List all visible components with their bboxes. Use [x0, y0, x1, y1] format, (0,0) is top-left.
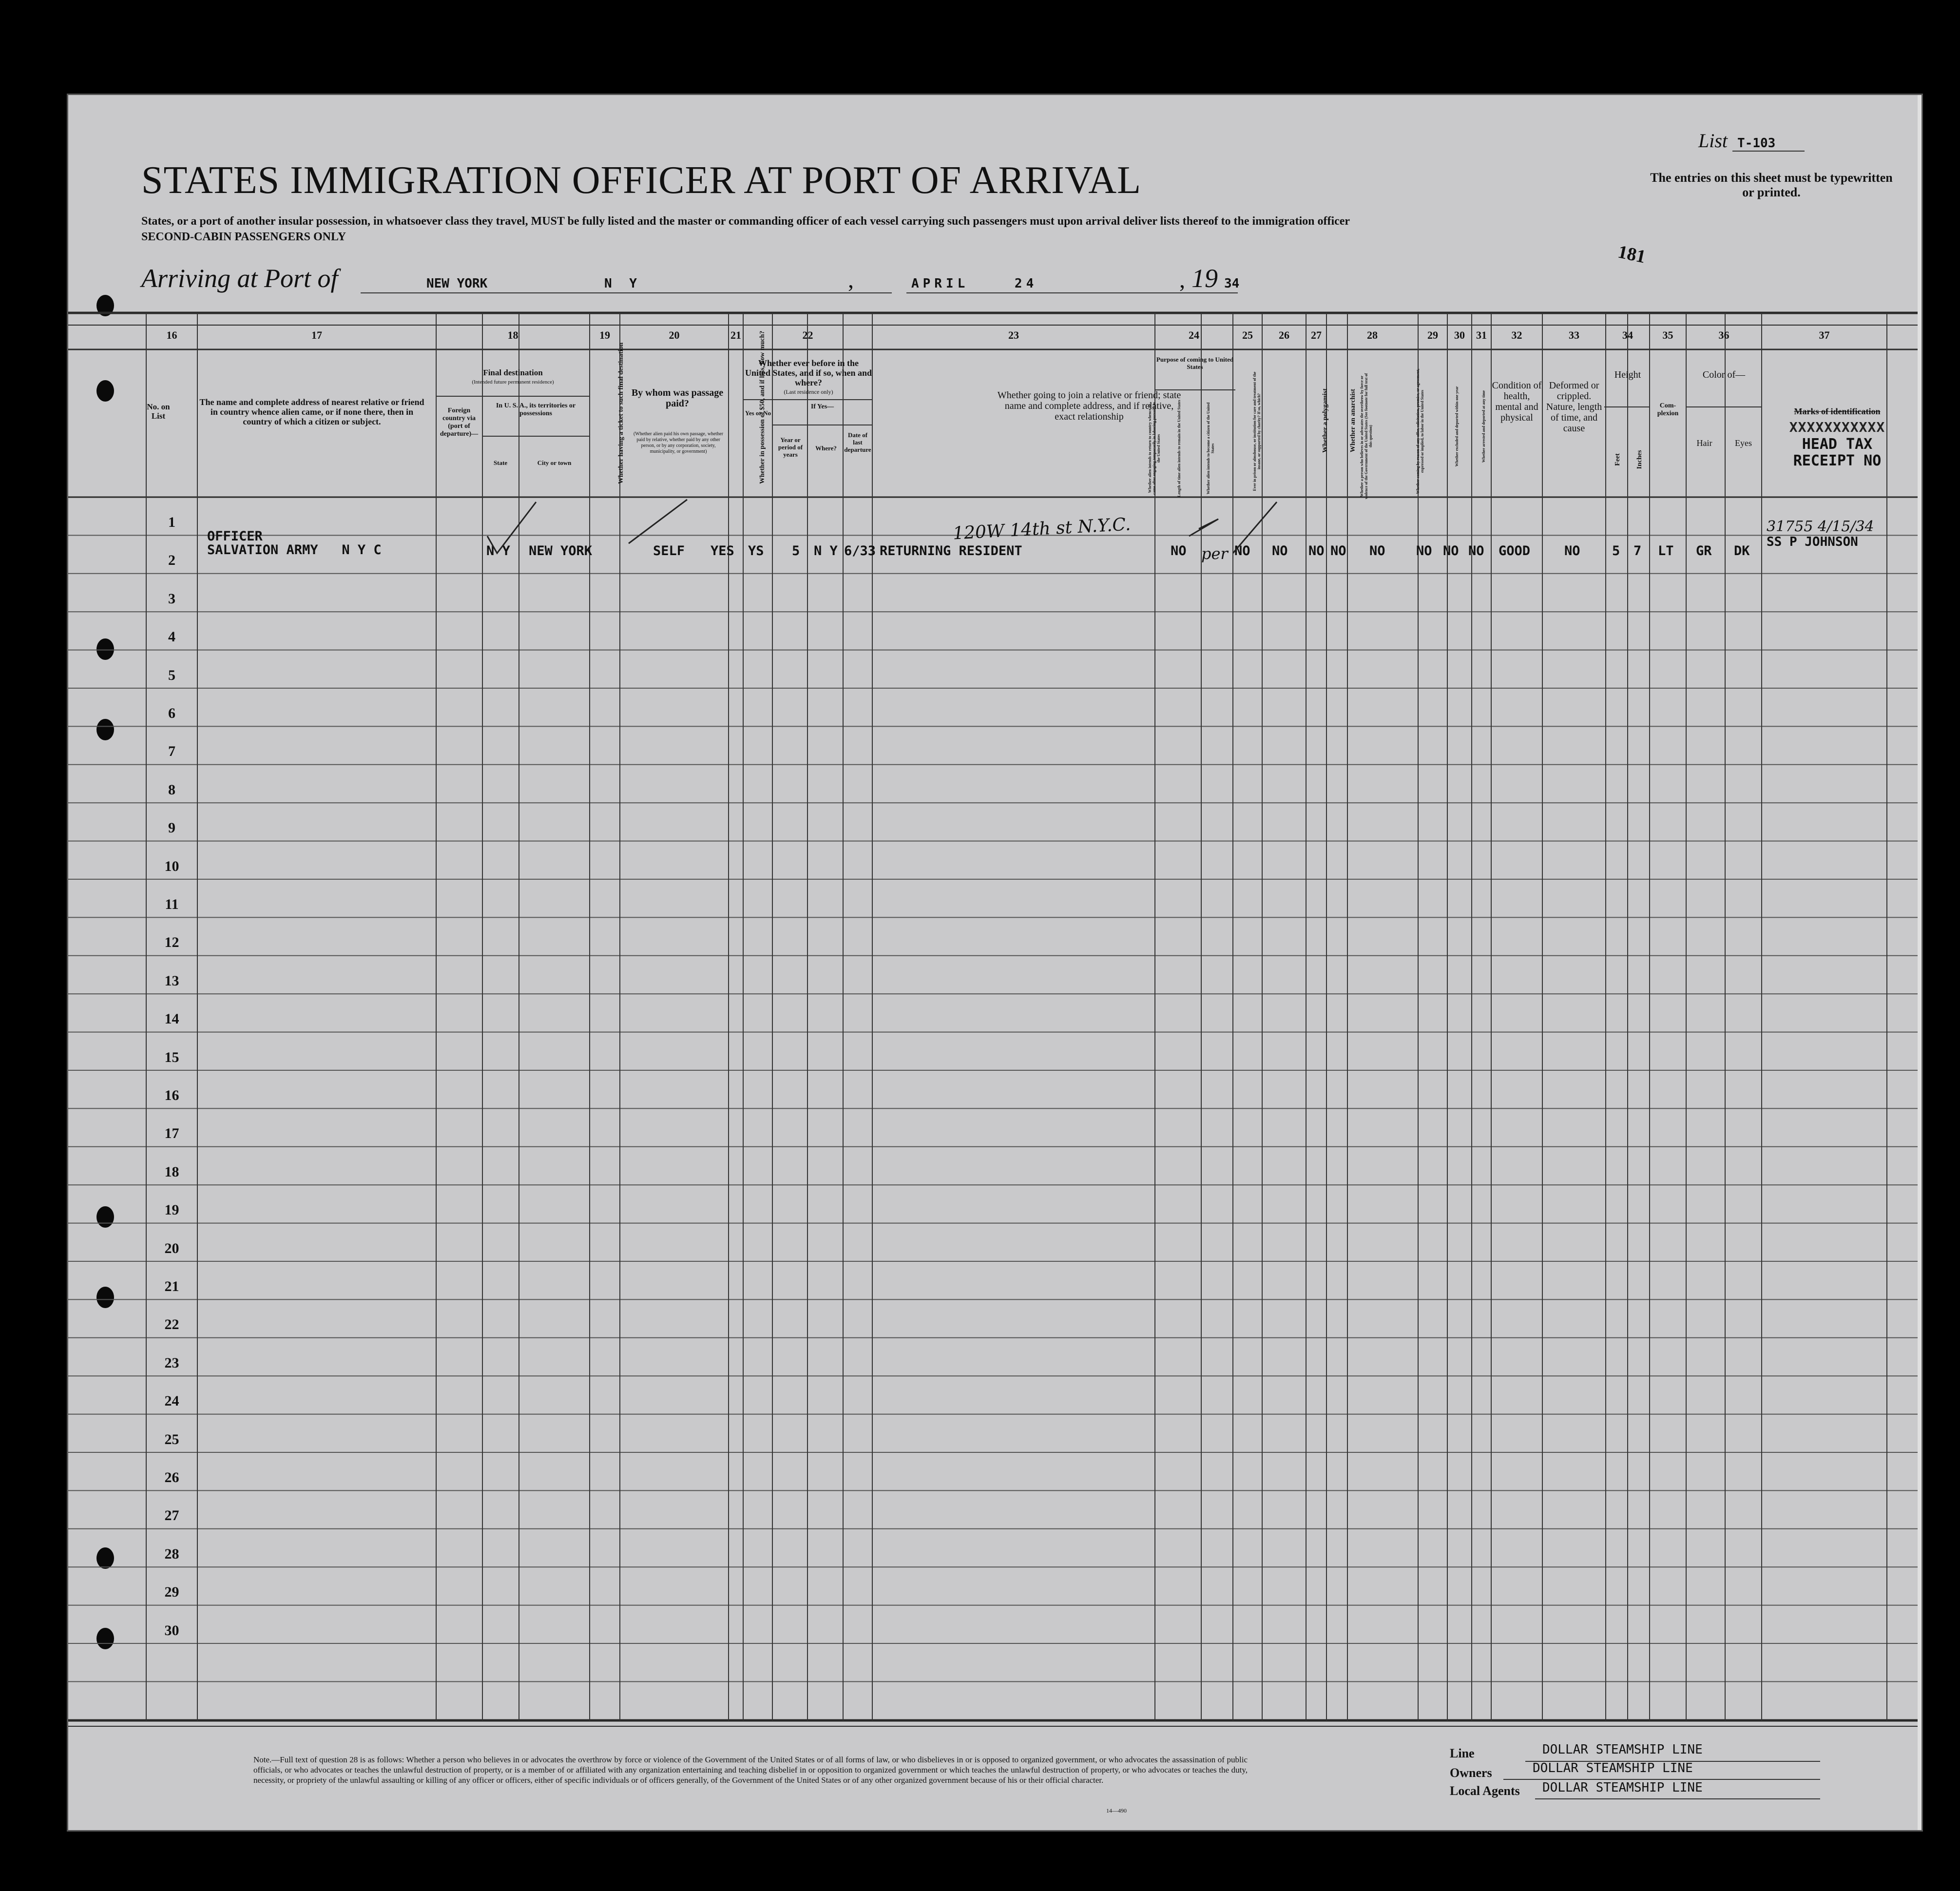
column-number: 28 [1367, 329, 1378, 341]
row-number: 8 [168, 781, 175, 798]
entry-purpose-length: per [1201, 544, 1228, 563]
header-purpose: Purpose of coming to United States [1156, 356, 1234, 370]
instruction-text: The entries on this sheet must be typewritten or printed. [1650, 171, 1893, 199]
footer-owners-label: Owners [1450, 1766, 1492, 1780]
entry-relative-line1: OFFICER [207, 529, 263, 544]
header-foreign-country: Foreign country via (port of departure)— [440, 407, 479, 438]
entry-city: NEW YORK [529, 543, 593, 559]
row-number: 13 [164, 972, 179, 989]
row-number: 1 [168, 514, 175, 530]
row-number: 28 [164, 1545, 179, 1562]
row-number: 23 [164, 1354, 179, 1371]
footer-agents-value: DOLLAR STEAMSHIP LINE [1542, 1780, 1703, 1795]
entry-money: YES [711, 543, 734, 559]
row-number: 26 [164, 1469, 179, 1486]
header-polygamist: Whether a polygamist [1322, 388, 1329, 453]
entry-polygamist: NO [1308, 543, 1325, 559]
header-yes-no: Yes or No [745, 409, 771, 417]
form-number: 14—490 [1106, 1807, 1127, 1814]
row-number: 6 [168, 705, 175, 721]
entry-join: RETURNING RESIDENT [880, 543, 1022, 559]
footnote: Note.—Full text of question 28 is as follows: Whether a person who believes in or advocates the overthrow by force or violence of the Government of the United States or of all forms of law, or who disbelieves in or is opposed to organized government, or who advocates the assassination of public officials, or who advocates or teaches the unlawful destruction of property, or is a member of or affiliated with any organization entertaining and teaching disbelief in or opposition to organized government or which teaches the unlawful destruction of property, or who advocates or teaches the duty, necessity, or propriety of the unlawful assaulting or killing of any officer or officers, either of specific individuals or of officers generally, of the Government of the United States or of any other organized government because of his or their official character. [253, 1755, 1248, 1785]
page-title: STATES IMMIGRATION OFFICER AT PORT OF ARRIVAL [141, 159, 1141, 202]
header-passage: By whom was passage paid? [631, 387, 724, 409]
footer-line-label: Line [1450, 1746, 1475, 1760]
row-number: 2 [168, 552, 175, 569]
entry-purpose-citizen: NO [1234, 543, 1250, 559]
row-number: 17 [164, 1125, 179, 1142]
year-suffix: 34 [1224, 276, 1240, 291]
header-q31: Whether arrested and deported at any time [1481, 390, 1486, 463]
entry-been-before: YS [748, 543, 764, 559]
row-number: 22 [164, 1316, 179, 1333]
header-complexion: Com- plexion [1657, 402, 1679, 417]
header-feet: Feet [1614, 453, 1621, 466]
header-q28: Whether a person who believes in or advocates the overthrow by force or violence of the Government of the United States (See footnote for full text of this question) [1360, 373, 1373, 500]
entry-relative-line2: SALVATION ARMY N Y C [207, 542, 382, 558]
entry-eyes: DK [1734, 543, 1750, 559]
footer-agents-label: Local Agents [1450, 1784, 1520, 1798]
column-number: 31 [1476, 329, 1487, 341]
entry-q28: NO [1369, 543, 1385, 559]
header-head-tax: HEAD TAX RECEIPT NO [1793, 436, 1882, 469]
header-color-of: Color of— [1702, 369, 1746, 380]
entry-years: 5 [792, 543, 800, 559]
column-number: 18 [507, 329, 519, 341]
header-purpose-length: Length of time alien intends to remain in the United States [1177, 400, 1181, 497]
header-marks-struck: Marks of identification [1794, 406, 1881, 416]
column-number: 36 [1718, 329, 1729, 341]
column-number: 22 [802, 329, 813, 341]
list-number: T-103 [1732, 136, 1805, 152]
column-number: 27 [1311, 329, 1322, 341]
header-q30: Whether excluded and deported within one year [1455, 386, 1459, 467]
column-number: 19 [599, 329, 610, 341]
header-purpose-return: Whether alien intends to return to country whence he came after engaging temporarily in laboring pursuits in the United States [1148, 402, 1161, 495]
list-label: List [1698, 130, 1728, 152]
header-hair: Hair [1696, 438, 1712, 448]
entry-receipt-line2: SS P JOHNSON [1767, 535, 1858, 549]
entry-q31: NO [1468, 543, 1484, 559]
entry-where: N Y [814, 543, 838, 559]
header-state: State [493, 459, 508, 466]
entry-hair: GR [1696, 543, 1712, 559]
row-number: 18 [164, 1163, 179, 1180]
header-ticket: Whether having a ticket to such final destination [617, 342, 625, 484]
sheet-mark: 181 [1616, 241, 1648, 268]
row-number: 9 [168, 820, 175, 836]
header-if-yes: If Yes— [810, 403, 834, 410]
column-number: 30 [1454, 329, 1465, 341]
row-number: 25 [164, 1431, 179, 1447]
entry-date-departure: 6/33 [844, 543, 876, 559]
header-relative: The name and complete address of nearest relative or friend in country whence alien came, or if none there, then in country of which a citizen or subject. [199, 397, 424, 426]
header-inches: Inches [1636, 450, 1643, 469]
entry-purpose-return: NO [1171, 543, 1187, 559]
row-number: 3 [168, 590, 175, 607]
header-condition: Condition of health, mental and physical [1492, 380, 1542, 423]
header-prison: Ever in prison or almshouse, or institution for care and treatment of the insane, or supported by charity? If so, which? [1252, 371, 1261, 491]
entry-state: N Y [486, 543, 510, 559]
row-number: 11 [165, 896, 179, 912]
entry-deformed: NO [1564, 543, 1580, 559]
header-city: City or town [537, 459, 572, 466]
entry-receipt-line1: 31755 4/15/34 [1767, 518, 1874, 535]
column-number: 16 [166, 329, 177, 341]
header-deformed: Deformed or crippled. Nature, length of time, and cause [1546, 380, 1602, 434]
column-number: 34 [1622, 329, 1633, 341]
header-ever-before: Whether ever before in the United States, and if so, when and where? [745, 358, 872, 387]
column-number: 17 [311, 329, 322, 341]
row-number: 16 [164, 1087, 179, 1103]
entry-passage: SELF [653, 543, 685, 559]
port-state-value: N Y [604, 276, 642, 291]
entry-q29: NO [1416, 543, 1432, 559]
column-number: 37 [1819, 329, 1830, 341]
row-number: 27 [164, 1507, 179, 1524]
header-anarchist: Whether an anarchist [1349, 388, 1357, 453]
header-no-on-list: No. on List [147, 402, 170, 421]
header-join-relative: Whether going to join a relative or friend; state name and complete address, and if relative, exact relationship [997, 390, 1181, 422]
header-date-departure: Date of last departure [844, 431, 871, 453]
header-in-usa: In U. S. A., its territories or possessions [496, 402, 576, 417]
header-passage-note: (Whether alien paid his own passage, whether paid by relative, whether paid by any other person, or by any corporation, society, municipality, or government) [633, 431, 724, 454]
entry-feet: 5 [1612, 543, 1620, 559]
entry-prison: NO [1272, 543, 1288, 559]
header-year-period: Year or period of years [778, 436, 803, 458]
header-final-destination-note: (Intended future permanent residence) [472, 379, 554, 385]
header-height: Height [1614, 369, 1641, 380]
port-value: NEW YORK [426, 276, 488, 291]
subtitle: States, or a port of another insular possession, in whatsoever class they travel, MUST be fully listed and the master or commanding officer of each vessel carrying such passengers must upon arrival deliver lists thereof to the immigration officer [141, 215, 1350, 228]
entry-anarchist: NO [1330, 543, 1346, 559]
column-number: 25 [1242, 329, 1253, 341]
footer-owners-value: DOLLAR STEAMSHIP LINE [1533, 1761, 1693, 1775]
column-number: 32 [1511, 329, 1522, 341]
column-number: 33 [1569, 329, 1579, 341]
row-number: 24 [164, 1393, 179, 1409]
row-number: 7 [168, 743, 175, 760]
row-number: 15 [164, 1049, 179, 1065]
row-number: 5 [168, 667, 175, 683]
arriving-label: Arriving at Port of [141, 264, 338, 293]
row-number: 29 [164, 1584, 179, 1601]
header-where: Where? [815, 444, 837, 452]
header-final-destination: Final destination [483, 368, 543, 377]
column-number: 26 [1279, 329, 1289, 341]
row-number: 10 [164, 858, 179, 874]
year-prefix: 19 [1191, 264, 1218, 293]
row-number: 30 [164, 1622, 179, 1639]
column-number: 24 [1189, 329, 1199, 341]
column-number: 35 [1662, 329, 1673, 341]
row-number: 4 [168, 629, 175, 645]
header-money: Whether in possession of $50, and if less, how much? [759, 330, 766, 484]
header-purpose-citizen: Whether alien intends to become a citizen of the United States [1206, 402, 1215, 495]
row-number: 20 [164, 1240, 179, 1256]
entry-health: GOOD [1499, 543, 1531, 559]
entry-complexion: LT [1658, 543, 1674, 559]
header-q29: Whether coming by reason of any offer, solicitation, promise, or agreement, expressed or implied, to labor in the United States [1416, 368, 1424, 494]
header-last-residence: (Last residence only) [784, 388, 833, 395]
row-number: 19 [164, 1202, 179, 1218]
row-number: 14 [164, 1011, 179, 1027]
column-number: 21 [730, 329, 741, 341]
column-number: 23 [1008, 329, 1019, 341]
column-number: 29 [1427, 329, 1438, 341]
manifest-sheet: List T-103 The entries on this sheet must be typewritten or printed. STATES IMMIGRATION OFFICER AT PORT OF ARRIVAL States, or a port of another insular possession, in whatsoever class they travel, MUST be fully listed and the master or commanding officer of each vessel carrying such passengers must upon arrival deliver lists thereof to the immigration officer SECOND-CABIN PASSENGERS ONLY 181 Arriving at Port of NEW YORK N Y , APRIL 24 , 19 34 16 17 18 19 20 21 22 23 24 25 26 27 28 29 30 31 32 33 34 35 36 37 No. on List The name and complete address of nearest relative or friend in country whence alien came, or if none there, then in country of which a citizen or subject. Final destination (Intended future permanent residence) Foreign country via (port of departure)— In U. S. A., its territories or possessions State City or town Whether having a ticket to such final destination By whom was passage paid? (Whether alien paid his own passage, whether paid by relative, whether paid by any other person, or by any corporation, society, municipality, or government) Whether in possession of $50, and if less, how much? Whether ever before in the United States, and if so, when and where? (Last residence only) Yes or No If Yes— Year or period of years Where? Date of last departure Whether going to join a relative or friend; state name and complete address, and if relative, exact relationship Purpose of coming to United States Whether alien intends to return to country whence he came after engaging temporarily in laboring pursuits in the United States Length of time alien intends to remain in the United States Whether alien intends to become a citizen of the United States Ever in prison or almshouse, or institution for care and treatment of the insane, or supported by charity? If so, which? Whether a polygamist Whether an anarchist Whether a person who believes in or advocates the overthrow by force or violence of the Government of the United States (See footnote for full text of this question) Whether coming by reason of any offer, solicitation, promise, or agreement, expressed or implied, to labor in the United States Whether excluded and deported within one year Whether arrested and deported at any time Condition of health, mental and physical Deformed or crippled. Nature, length of time, and cause Height Feet Inches Com- plexion Color of— Hair Eyes Marks of identification XXXXXXXXXXX HEAD TAX RECEIPT NO 1 2 3 4 5 6 7 8 9 10 11 12 13 14 15 16 17 18 19 20 21 22 23 24 25 26 27 28 29 30 OFFICER SALVATION ARMY N Y C N Y NEW YORK SELF YES YS 5 N Y 6/33 120W 14th st N.Y.C. RETURNING RESIDENT NO per NO NO NO NO NO NO NO NO GOOD NO 5 7 LT GR DK 31755 4/15/34 SS P JOHNSON Note.—Full text of question 28 is as follows: Whether a person who believes in or advocates the overthrow by force or violence of the Government of the United States or of all forms of law, or who disbelieves in or is opposed to organized government, or who advocates the assassination of public officials, or who advocates or teaches the unlawful destruction of property, or is a member of or affiliated with any organization entertaining and teaching disbelief in or opposition to organized government or which teaches the unlawful destruction of property, or who advocates or teaches the duty, necessity, or propriety of the unlawful assaulting or killing of any officer or officers, either of specific individuals or of officers generally, of the Government of the United States or of any other organized government because of his or their official character. 14—490 Line DOLLAR STEAMSHIP LINE Owners DOLLAR STEAMSHIP LINE Local Agents DOLLAR STEAMSHIP LINE [68, 95, 1922, 1830]
check-marks [68, 95, 1918, 1830]
entry-q30: NO [1443, 543, 1459, 559]
row-number: 21 [164, 1278, 179, 1294]
footer-line-value: DOLLAR STEAMSHIP LINE [1542, 1742, 1703, 1757]
entry-join-handwritten: 120W 14th st N.Y.C. [952, 514, 1132, 544]
date-value: APRIL 24 [911, 276, 1038, 291]
entry-inches: 7 [1633, 543, 1642, 559]
cabin-class: SECOND-CABIN PASSENGERS ONLY [141, 231, 346, 243]
header-eyes: Eyes [1735, 438, 1752, 448]
row-number: 12 [164, 934, 179, 951]
column-number: 20 [669, 329, 680, 341]
